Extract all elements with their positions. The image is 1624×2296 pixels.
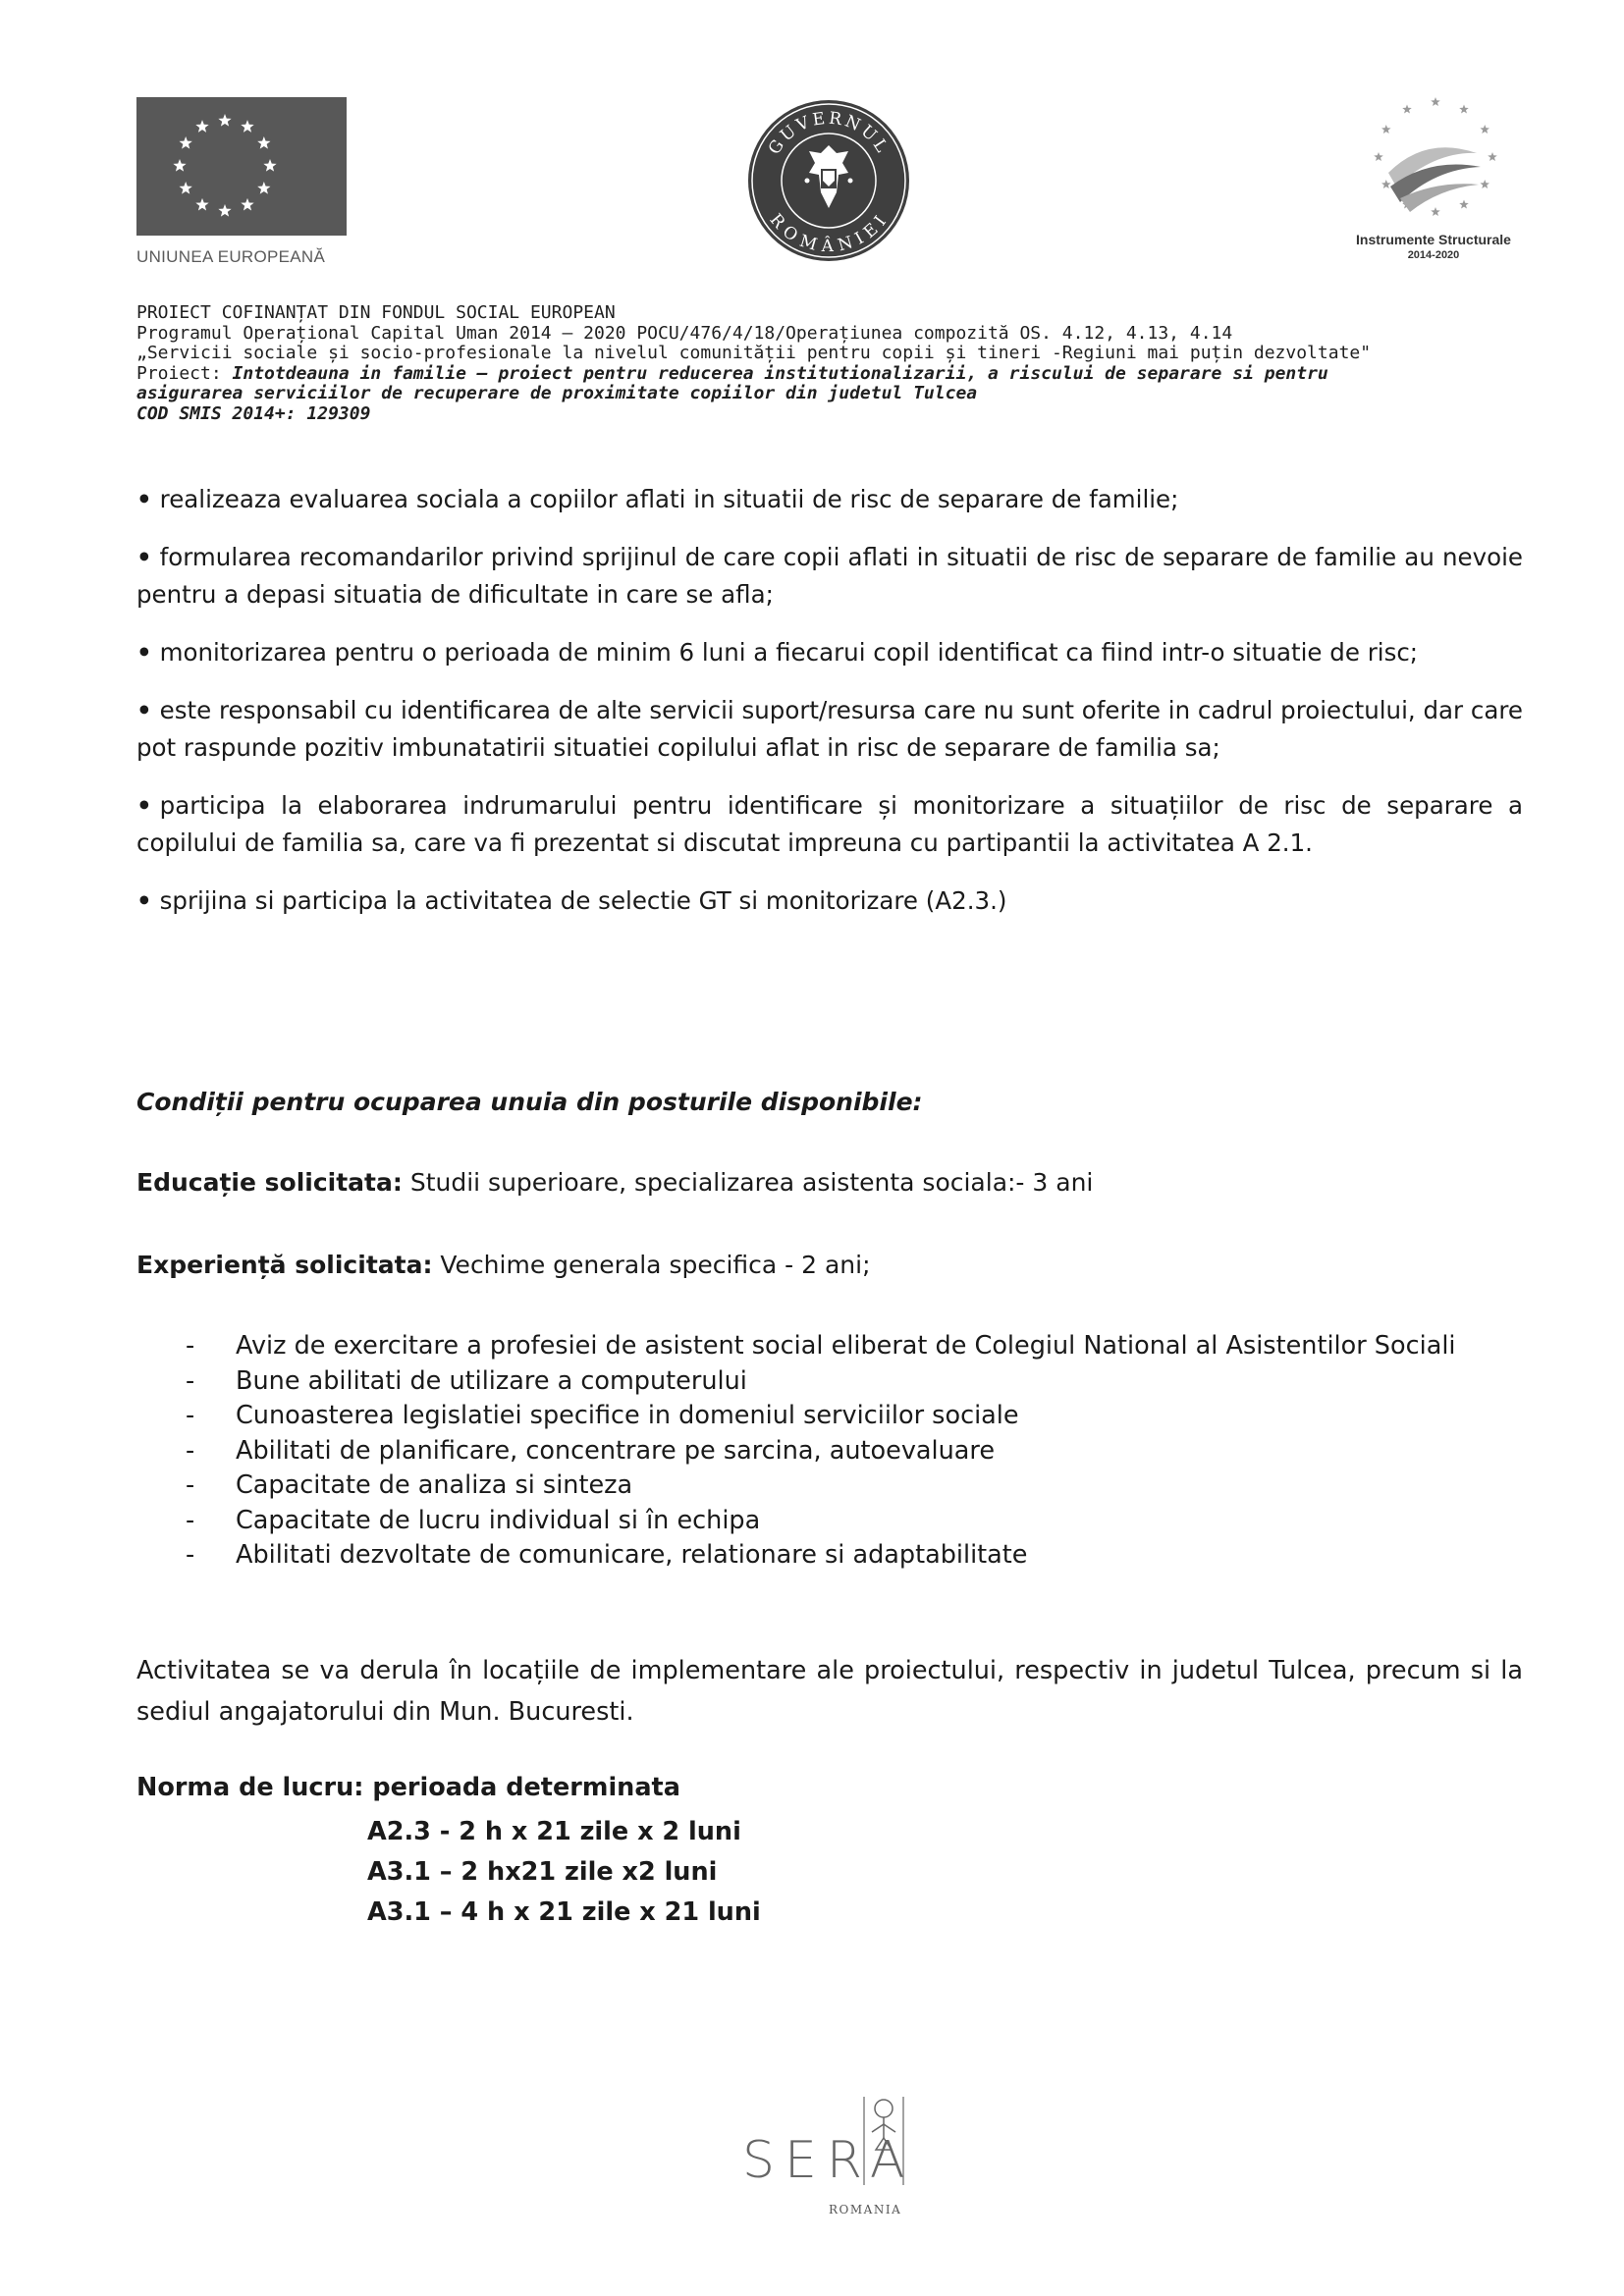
is-star-icon [1480, 180, 1489, 188]
cod-smis: COD SMIS 2014+: 129309 [136, 402, 371, 424]
requirement-text: Aviz de exercitare a profesiei de asistent social eliberat de Colegiul National al Asistentilor Sociali [236, 1331, 1456, 1361]
header-project-line [136, 364, 1531, 385]
responsibility-text: este responsabil cu identificarea de alte servicii suport/resursa care nu sunt oferite in cadrul proiectului, dar care pot raspunde pozitiv imbunatatirii situatiei copilului aflat in risc de separare de familia sa; [136, 696, 1523, 762]
project-header [136, 303, 1531, 424]
responsibilities-list [136, 481, 1523, 940]
guvernul-romaniei-seal-icon [746, 98, 911, 263]
is-star-icon [1381, 180, 1391, 188]
requirement-item [136, 1399, 1531, 1434]
requirement-item [136, 1538, 1531, 1574]
sera-wordmark: SERA [742, 2131, 915, 2190]
bullet-icon: • [136, 543, 152, 571]
header-line-2: Programul Operațional Capital Uman 2014 – 2020 POCU/476/4/18/Operațiunea compozită OS. 4.12, 4.13, 4.14 [136, 322, 1233, 344]
norma-title: Norma de lucru: perioada determinata [136, 1773, 680, 1802]
education-value: Studii superioare, specializarea asistenta sociala:- 3 ani [402, 1168, 1094, 1197]
eu-caption: UNIUNEA EUROPEANĂ [136, 247, 326, 266]
is-star-icon [1459, 105, 1469, 114]
experience-label: Experiență solicitata: [136, 1251, 433, 1279]
responsibility-item [136, 481, 1523, 518]
responsibility-text: realizeaza evaluarea sociala a copiilor aflati in situatii de risc de separare de familie; [159, 485, 1179, 513]
dash-icon: - [186, 1435, 195, 1466]
requirement-text: Abilitati dezvoltate de comunicare, relationare si adaptabilitate [236, 1540, 1028, 1570]
requirement-text: Capacitate de lucru individual si în echipa [236, 1505, 761, 1535]
dash-icon: - [186, 1365, 195, 1396]
education-label: Educație solicitata: [136, 1168, 403, 1197]
bullet-icon: • [136, 886, 152, 915]
norma-item: A3.1 – 2 hx21 zile x2 luni [367, 1857, 718, 1887]
requirements-list [136, 1329, 1531, 1574]
requirement-item [136, 1434, 1531, 1469]
dash-icon: - [186, 1540, 195, 1570]
instrumente-years: 2014-2020 [1407, 249, 1460, 261]
is-star-icon [1480, 125, 1489, 133]
sera-subtitle: ROMANIA [829, 2203, 902, 2216]
responsibility-text: sprijina si participa la activitatea de selectie GT si monitorizare (A2.3.) [159, 886, 1007, 915]
norma-list [367, 1812, 761, 1933]
is-star-icon [1402, 105, 1412, 114]
is-star-icon [1459, 200, 1469, 209]
eu-flag-icon [136, 97, 347, 236]
responsibility-item [136, 882, 1523, 920]
responsibility-item [136, 787, 1523, 862]
project-label: Proiect: [136, 362, 233, 384]
requirement-text: Abilitati de planificare, concentrare pe sarcina, autoevaluare [236, 1435, 996, 1466]
bullet-icon: • [136, 696, 152, 724]
is-star-icon [1381, 125, 1391, 133]
dash-icon: - [186, 1505, 195, 1535]
requirement-item [136, 1504, 1531, 1539]
is-star-icon [1374, 152, 1383, 161]
dash-icon: - [186, 1401, 195, 1430]
experience-value: Vechime generala specifica - 2 ani; [432, 1251, 871, 1279]
responsibility-item [136, 634, 1523, 671]
instrumente-structurale-icon [1367, 96, 1504, 224]
project-title-b: asigurarea serviciilor de recuperare de proximitate copiilor din judetul Tulcea [136, 383, 978, 403]
bullet-icon: • [136, 485, 152, 513]
conditions-heading: Condiții pentru ocuparea unuia din posturile disponibile: [136, 1088, 923, 1116]
svg-text:GUVERNUL: GUVERNUL [764, 108, 893, 159]
norma-item: A2.3 - 2 h x 21 zile x 2 luni [367, 1817, 741, 1846]
dash-icon: - [186, 1331, 195, 1361]
requirement-item [136, 1364, 1531, 1400]
experience-requirement [136, 1251, 871, 1279]
header-line-3: „Servicii sociale și socio-profesionale la nivelul comunității pentru copii și tineri -Regiuni mai puțin dezvoltate" [136, 343, 1372, 363]
requirement-text: Bune abilitati de utilizare a computerului [236, 1365, 747, 1396]
responsibility-item [136, 539, 1523, 614]
responsibility-item [136, 692, 1523, 767]
requirement-text: Capacitate de analiza si sinteza [236, 1470, 633, 1500]
is-star-icon [1431, 207, 1440, 216]
responsibility-text: participa la elaborarea indrumarului pentru identificare și monitorizare a situațiilor de risc de separare a copilului de familia sa, care va fi prezentat si discutat impreuna cu partipantii la activitatea A 2.1. [136, 791, 1523, 857]
dash-icon: - [186, 1470, 195, 1500]
activity-paragraph: Activitatea se va derula în locațiile de implementare ale proiectului, respectiv in judetul Tulcea, precum si la sediul angajatorului din Mun. Bucuresti. [136, 1656, 1523, 1727]
svg-text:ROMÂNIEI: ROMÂNIEI [765, 210, 893, 257]
responsibility-text: formularea recomandarilor privind sprijinul de care copii aflati in situatii de risc de separare de familie au nevoie pentru a depasi situatia de dificultate in care se afla; [136, 543, 1523, 609]
requirement-text: Cunoasterea legislatiei specifice in domeniul serviciilor sociale [236, 1401, 1019, 1430]
is-star-icon [1488, 152, 1497, 161]
project-title-a: Intotdeauna in familie – proiect pentru reducerea institutionalizarii, a riscului de separare si pentru [232, 362, 1328, 384]
instrumente-caption: Instrumente Structurale [1356, 232, 1511, 247]
bullet-icon: • [136, 791, 152, 820]
bullet-icon: • [136, 638, 152, 667]
norma-item: A3.1 – 4 h x 21 zile x 21 luni [367, 1897, 761, 1927]
is-star-icon [1431, 97, 1440, 106]
header-line-1: PROIECT COFINANȚAT DIN FONDUL SOCIAL EUROPEAN [136, 302, 616, 323]
requirement-item [136, 1468, 1531, 1504]
responsibility-text: monitorizarea pentru o perioada de minim 6 luni a fiecarui copil identificat ca fiind intr-o situatie de risc; [159, 638, 1419, 667]
education-requirement [136, 1168, 1093, 1197]
requirement-item [136, 1329, 1531, 1364]
